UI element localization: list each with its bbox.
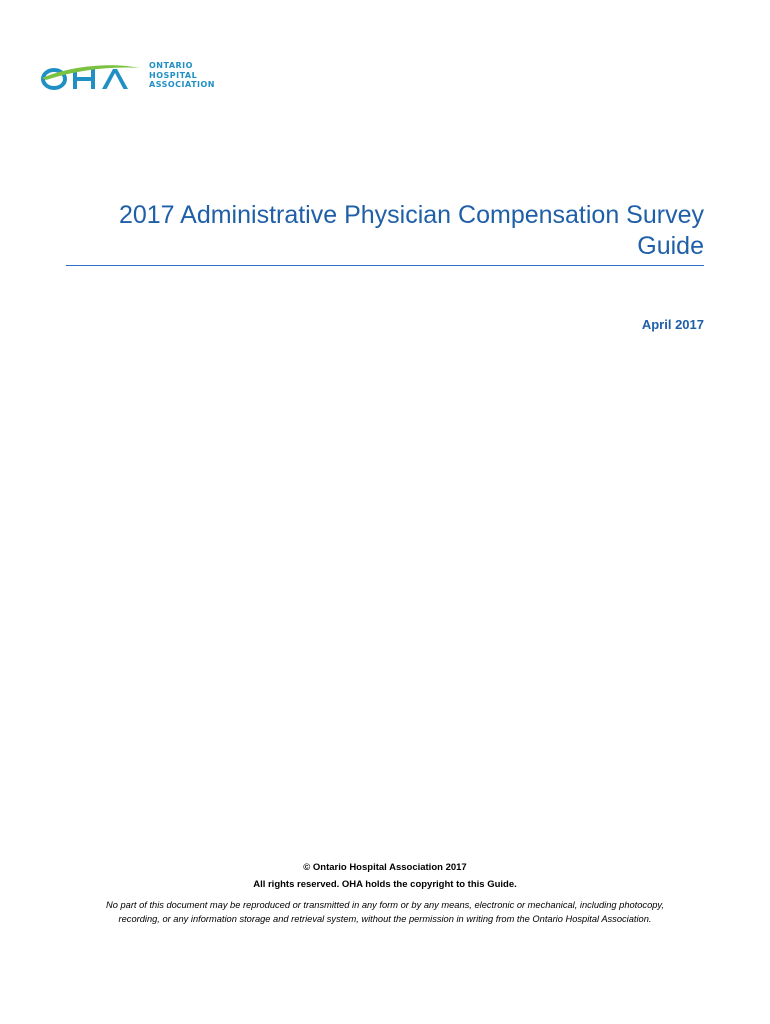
logo-line-hospital: HOSPITAL: [149, 70, 198, 80]
logo-text: [149, 61, 215, 90]
rights-statement: All rights reserved. OHA holds the copyright to this Guide.: [253, 879, 517, 890]
disclaimer-line-1: No part of this document may be reproduced or transmitted in any form or by any means, electronic or mechanical, including photocopy,: [106, 900, 664, 910]
publication-date: April 2017: [641, 317, 704, 332]
logo-line-association: ASSOCIATION: [149, 80, 216, 90]
title-divider: [66, 265, 704, 266]
oha-logo-icon: [40, 58, 146, 98]
disclaimer: [40, 899, 730, 926]
title-line-1: 2017 Administrative Physician Compensation Survey: [118, 201, 704, 229]
logo-line-ontario: ONTARIO: [149, 61, 193, 70]
title-line-2: Guide: [637, 232, 704, 260]
oha-logo: [40, 58, 230, 98]
disclaimer-line-2: recording, or any information storage and retrieval system, without the permission in writing from the Ontario Hospital Association.: [118, 913, 652, 924]
copyright-footer: [40, 859, 730, 926]
copyright-notice: © Ontario Hospital Association 2017: [303, 862, 467, 873]
document-title: [64, 200, 704, 262]
